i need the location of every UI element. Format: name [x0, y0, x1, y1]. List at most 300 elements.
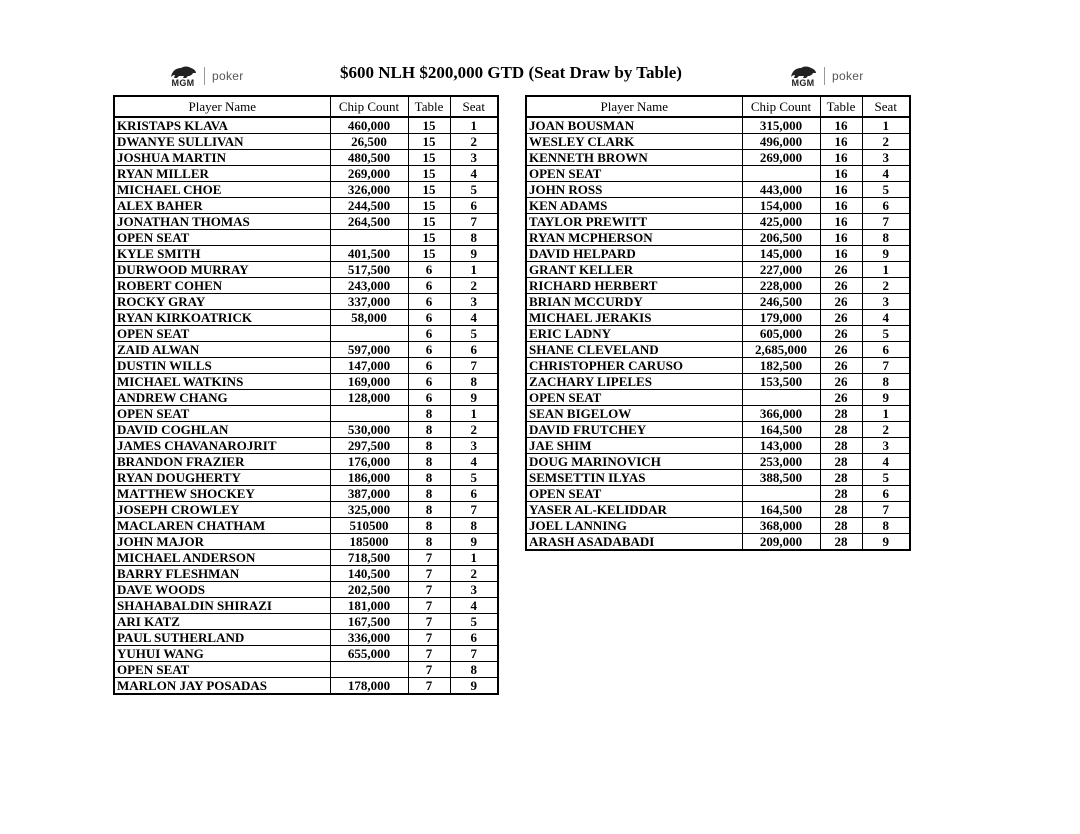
table-number-cell: 26	[820, 294, 862, 310]
seat-number-cell: 6	[450, 342, 498, 358]
seat-number-cell: 6	[862, 198, 910, 214]
header-table: Table	[408, 96, 450, 117]
table-number-cell: 28	[820, 422, 862, 438]
seat-number-cell: 1	[450, 117, 498, 134]
seat-number-cell: 8	[862, 230, 910, 246]
player-name-cell: MICHAEL ANDERSON	[114, 550, 330, 566]
seat-number-cell: 3	[862, 150, 910, 166]
table-row	[114, 470, 498, 486]
chip-count-cell: 496,000	[742, 134, 820, 150]
chip-count-cell: 510500	[330, 518, 408, 534]
seat-number-cell: 1	[862, 117, 910, 134]
player-name-cell: MARLON JAY POSADAS	[114, 678, 330, 695]
chip-count-cell: 2,685,000	[742, 342, 820, 358]
table-row	[114, 438, 498, 454]
player-name-cell: MICHAEL WATKINS	[114, 374, 330, 390]
table-number-cell: 28	[820, 438, 862, 454]
table-row	[114, 342, 498, 358]
player-name-cell: OPEN SEAT	[114, 326, 330, 342]
chip-count-cell: 181,000	[330, 598, 408, 614]
player-name-cell: ROCKY GRAY	[114, 294, 330, 310]
seat-number-cell: 2	[862, 422, 910, 438]
seat-number-cell: 5	[450, 326, 498, 342]
mgm-lion-logo	[166, 65, 200, 88]
seat-number-cell: 6	[862, 486, 910, 502]
table-row	[526, 182, 910, 198]
table-number-cell: 8	[408, 470, 450, 486]
chip-count-cell: 186,000	[330, 470, 408, 486]
table-number-cell: 16	[820, 198, 862, 214]
player-name-cell: KYLE SMITH	[114, 246, 330, 262]
table-number-cell: 26	[820, 310, 862, 326]
seat-number-cell: 5	[862, 182, 910, 198]
table-row	[526, 134, 910, 150]
seat-number-cell: 6	[862, 342, 910, 358]
seat-number-cell: 7	[450, 502, 498, 518]
player-name-cell: JONATHAN THOMAS	[114, 214, 330, 230]
table-row	[114, 486, 498, 502]
chip-count-cell: 176,000	[330, 454, 408, 470]
player-name-cell: DURWOOD MURRAY	[114, 262, 330, 278]
player-name-cell: JAE SHIM	[526, 438, 742, 454]
seat-number-cell: 8	[450, 230, 498, 246]
chip-count-cell: 336,000	[330, 630, 408, 646]
table-row	[526, 390, 910, 406]
player-name-cell: JOHN MAJOR	[114, 534, 330, 550]
chip-count-cell: 58,000	[330, 310, 408, 326]
seat-number-cell: 7	[450, 358, 498, 374]
seat-number-cell: 3	[450, 150, 498, 166]
seat-number-cell: 6	[450, 198, 498, 214]
seat-number-cell: 7	[862, 358, 910, 374]
chip-count-cell: 145,000	[742, 246, 820, 262]
poker-logo-text: poker	[212, 69, 244, 83]
table-row	[526, 294, 910, 310]
player-name-cell: DWANYE SULLIVAN	[114, 134, 330, 150]
poker-logo-text: poker	[832, 69, 864, 83]
chip-count-cell: 530,000	[330, 422, 408, 438]
chip-count-cell: 297,500	[330, 438, 408, 454]
table-row	[114, 454, 498, 470]
seat-number-cell: 3	[862, 294, 910, 310]
seat-number-cell: 2	[862, 134, 910, 150]
table-row	[526, 422, 910, 438]
chip-count-cell: 269,000	[742, 150, 820, 166]
logo-divider	[204, 67, 205, 85]
table-number-cell: 15	[408, 150, 450, 166]
seat-number-cell: 8	[862, 518, 910, 534]
table-row	[114, 294, 498, 310]
seat-number-cell: 4	[450, 166, 498, 182]
table-number-cell: 26	[820, 390, 862, 406]
table-row	[526, 246, 910, 262]
seat-number-cell: 9	[450, 534, 498, 550]
player-name-cell: CHRISTOPHER CARUSO	[526, 358, 742, 374]
chip-count-cell: 243,000	[330, 278, 408, 294]
table-number-cell: 15	[408, 198, 450, 214]
seat-number-cell: 9	[450, 246, 498, 262]
table-number-cell: 6	[408, 342, 450, 358]
seat-number-cell: 4	[862, 310, 910, 326]
header-chip-count: Chip Count	[742, 96, 820, 117]
chip-count-cell: 655,000	[330, 646, 408, 662]
chip-count-cell: 206,500	[742, 230, 820, 246]
player-name-cell: ERIC LADNY	[526, 326, 742, 342]
chip-count-cell: 147,000	[330, 358, 408, 374]
table-row	[526, 518, 910, 534]
table-number-cell: 26	[820, 278, 862, 294]
table-row	[526, 502, 910, 518]
seat-number-cell: 4	[450, 310, 498, 326]
logo-divider	[824, 67, 825, 85]
table-row	[526, 310, 910, 326]
table-number-cell: 26	[820, 326, 862, 342]
chip-count-cell: 140,500	[330, 566, 408, 582]
table-number-cell: 26	[820, 262, 862, 278]
table-row	[114, 117, 498, 134]
chip-count-cell: 228,000	[742, 278, 820, 294]
right-table-body	[526, 117, 910, 550]
chip-count-cell: 164,500	[742, 422, 820, 438]
chip-count-cell: 128,000	[330, 390, 408, 406]
player-name-cell: ANDREW CHANG	[114, 390, 330, 406]
chip-count-cell: 244,500	[330, 198, 408, 214]
player-name-cell: JOAN BOUSMAN	[526, 117, 742, 134]
header-seat: Seat	[450, 96, 498, 117]
chip-count-cell: 185000	[330, 534, 408, 550]
table-row	[114, 198, 498, 214]
table-number-cell: 8	[408, 438, 450, 454]
table-number-cell: 16	[820, 117, 862, 134]
table-number-cell: 28	[820, 406, 862, 422]
table-row	[526, 438, 910, 454]
player-name-cell: RICHARD HERBERT	[526, 278, 742, 294]
header-player-name: Player Name	[114, 96, 330, 117]
header-player-name: Player Name	[526, 96, 742, 117]
chip-count-cell: 167,500	[330, 614, 408, 630]
table-number-cell: 7	[408, 550, 450, 566]
seat-number-cell: 4	[450, 454, 498, 470]
table-row	[114, 422, 498, 438]
table-number-cell: 6	[408, 262, 450, 278]
seat-number-cell: 2	[450, 278, 498, 294]
table-number-cell: 28	[820, 470, 862, 486]
table-number-cell: 28	[820, 502, 862, 518]
chip-count-cell: 178,000	[330, 678, 408, 695]
player-name-cell: MICHAEL JERAKIS	[526, 310, 742, 326]
chip-count-cell: 605,000	[742, 326, 820, 342]
chip-count-cell: 597,000	[330, 342, 408, 358]
table-number-cell: 6	[408, 390, 450, 406]
chip-count-cell: 443,000	[742, 182, 820, 198]
chip-count-cell: 179,000	[742, 310, 820, 326]
table-number-cell: 6	[408, 358, 450, 374]
chip-count-cell: 154,000	[742, 198, 820, 214]
table-number-cell: 6	[408, 326, 450, 342]
table-row	[114, 630, 498, 646]
chip-count-cell	[742, 390, 820, 406]
chip-count-cell	[742, 166, 820, 182]
player-name-cell: JAMES CHAVANAROJRIT	[114, 438, 330, 454]
table-row	[114, 150, 498, 166]
table-number-cell: 15	[408, 182, 450, 198]
header-chip-count: Chip Count	[330, 96, 408, 117]
player-name-cell: JOSHUA MARTIN	[114, 150, 330, 166]
seat-draw-table-left	[113, 95, 499, 695]
player-name-cell: RYAN DOUGHERTY	[114, 470, 330, 486]
table-row	[526, 262, 910, 278]
table-number-cell: 28	[820, 454, 862, 470]
chip-count-cell: 325,000	[330, 502, 408, 518]
table-number-cell: 6	[408, 278, 450, 294]
table-row	[114, 214, 498, 230]
seat-number-cell: 7	[862, 214, 910, 230]
chip-count-cell: 209,000	[742, 534, 820, 551]
player-name-cell: ROBERT COHEN	[114, 278, 330, 294]
player-name-cell: OPEN SEAT	[526, 390, 742, 406]
seat-number-cell: 8	[450, 662, 498, 678]
table-row	[526, 230, 910, 246]
seat-number-cell: 1	[450, 262, 498, 278]
table-number-cell: 6	[408, 374, 450, 390]
mgm-logo-text: MGM	[791, 77, 815, 88]
seat-number-cell: 2	[862, 278, 910, 294]
table-row	[114, 614, 498, 630]
table-number-cell: 16	[820, 230, 862, 246]
player-name-cell: JOSEPH CROWLEY	[114, 502, 330, 518]
table-row	[526, 374, 910, 390]
seat-number-cell: 4	[862, 454, 910, 470]
chip-count-cell	[330, 326, 408, 342]
table-number-cell: 28	[820, 518, 862, 534]
player-name-cell: MACLAREN CHATHAM	[114, 518, 330, 534]
seat-number-cell: 1	[862, 406, 910, 422]
player-name-cell: OPEN SEAT	[526, 166, 742, 182]
table-row	[526, 486, 910, 502]
seat-number-cell: 7	[862, 502, 910, 518]
seat-number-cell: 5	[862, 470, 910, 486]
player-name-cell: BRIAN MCCURDY	[526, 294, 742, 310]
player-name-cell: DAVID FRUTCHEY	[526, 422, 742, 438]
table-row	[114, 582, 498, 598]
chip-count-cell: 480,500	[330, 150, 408, 166]
table-row	[114, 662, 498, 678]
chip-count-cell	[330, 230, 408, 246]
table-row	[114, 358, 498, 374]
table-number-cell: 7	[408, 678, 450, 695]
table-number-cell: 26	[820, 358, 862, 374]
mgm-poker-logo-right	[786, 63, 864, 89]
lion-icon	[788, 65, 818, 79]
player-name-cell: ZAID ALWAN	[114, 342, 330, 358]
table-number-cell: 28	[820, 534, 862, 551]
player-name-cell: SHAHABALDIN SHIRAZI	[114, 598, 330, 614]
header-table: Table	[820, 96, 862, 117]
seat-number-cell: 7	[450, 646, 498, 662]
player-name-cell: ARI KATZ	[114, 614, 330, 630]
chip-count-cell: 153,500	[742, 374, 820, 390]
table-row	[526, 358, 910, 374]
chip-count-cell: 460,000	[330, 117, 408, 134]
chip-count-cell: 388,500	[742, 470, 820, 486]
table-row	[114, 534, 498, 550]
table-number-cell: 6	[408, 294, 450, 310]
table-number-cell: 16	[820, 150, 862, 166]
table-number-cell: 15	[408, 246, 450, 262]
table-row	[526, 278, 910, 294]
seat-number-cell: 5	[450, 470, 498, 486]
table-number-cell: 26	[820, 374, 862, 390]
player-name-cell: BARRY FLESHMAN	[114, 566, 330, 582]
player-name-cell: ZACHARY LIPELES	[526, 374, 742, 390]
player-name-cell: ALEX BAHER	[114, 198, 330, 214]
chip-count-cell: 164,500	[742, 502, 820, 518]
table-row	[114, 502, 498, 518]
seat-number-cell: 9	[862, 534, 910, 551]
table-number-cell: 8	[408, 454, 450, 470]
table-row	[114, 278, 498, 294]
player-name-cell: DAVID HELPARD	[526, 246, 742, 262]
player-name-cell: PAUL SUTHERLAND	[114, 630, 330, 646]
player-name-cell: MATTHEW SHOCKEY	[114, 486, 330, 502]
player-name-cell: BRANDON FRAZIER	[114, 454, 330, 470]
player-name-cell: SHANE CLEVELAND	[526, 342, 742, 358]
mgm-poker-logo-left	[166, 63, 244, 89]
seat-number-cell: 8	[450, 518, 498, 534]
table-row	[114, 310, 498, 326]
player-name-cell: SEAN BIGELOW	[526, 406, 742, 422]
table-row	[114, 678, 498, 695]
table-number-cell: 8	[408, 502, 450, 518]
table-number-cell: 8	[408, 486, 450, 502]
chip-count-cell: 387,000	[330, 486, 408, 502]
table-number-cell: 7	[408, 566, 450, 582]
player-name-cell: DAVE WOODS	[114, 582, 330, 598]
seat-number-cell: 8	[450, 374, 498, 390]
table-number-cell: 15	[408, 166, 450, 182]
table-row	[114, 566, 498, 582]
player-name-cell: OPEN SEAT	[526, 486, 742, 502]
player-name-cell: OPEN SEAT	[114, 406, 330, 422]
seat-number-cell: 3	[450, 582, 498, 598]
player-name-cell: DAVID COGHLAN	[114, 422, 330, 438]
seat-number-cell: 1	[450, 550, 498, 566]
table-header-row	[526, 96, 910, 117]
mgm-lion-logo	[786, 65, 820, 88]
table-number-cell: 15	[408, 117, 450, 134]
chip-count-cell: 26,500	[330, 134, 408, 150]
seat-number-cell: 3	[862, 438, 910, 454]
table-row	[114, 518, 498, 534]
table-row	[526, 166, 910, 182]
seat-number-cell: 1	[450, 406, 498, 422]
table-row	[114, 246, 498, 262]
chip-count-cell: 425,000	[742, 214, 820, 230]
seat-draw-table-right	[525, 95, 911, 551]
chip-count-cell: 337,000	[330, 294, 408, 310]
chip-count-cell	[742, 486, 820, 502]
chip-count-cell: 246,500	[742, 294, 820, 310]
table-row	[114, 550, 498, 566]
table-row	[526, 534, 910, 551]
chip-count-cell: 326,000	[330, 182, 408, 198]
table-number-cell: 16	[820, 246, 862, 262]
table-number-cell: 26	[820, 342, 862, 358]
table-number-cell: 16	[820, 134, 862, 150]
chip-count-cell: 169,000	[330, 374, 408, 390]
chip-count-cell	[330, 406, 408, 422]
table-number-cell: 16	[820, 166, 862, 182]
chip-count-cell: 401,500	[330, 246, 408, 262]
table-number-cell: 8	[408, 422, 450, 438]
seat-number-cell: 2	[450, 134, 498, 150]
table-row	[526, 150, 910, 166]
table-row	[114, 182, 498, 198]
seat-number-cell: 5	[450, 614, 498, 630]
player-name-cell: KEN ADAMS	[526, 198, 742, 214]
player-name-cell: DOUG MARINOVICH	[526, 454, 742, 470]
player-name-cell: YUHUI WANG	[114, 646, 330, 662]
chip-count-cell: 202,500	[330, 582, 408, 598]
table-row	[114, 390, 498, 406]
chip-count-cell: 227,000	[742, 262, 820, 278]
table-row	[114, 262, 498, 278]
player-name-cell: SEMSETTIN ILYAS	[526, 470, 742, 486]
mgm-logo-text: MGM	[171, 77, 195, 88]
lion-icon	[168, 65, 198, 79]
player-name-cell: OPEN SEAT	[114, 230, 330, 246]
table-number-cell: 8	[408, 534, 450, 550]
seat-number-cell: 8	[862, 374, 910, 390]
chip-count-cell: 368,000	[742, 518, 820, 534]
chip-count-cell: 253,000	[742, 454, 820, 470]
player-name-cell: TAYLOR PREWITT	[526, 214, 742, 230]
seat-number-cell: 3	[450, 294, 498, 310]
table-number-cell: 7	[408, 630, 450, 646]
header-seat: Seat	[862, 96, 910, 117]
chip-count-cell: 269,000	[330, 166, 408, 182]
chip-count-cell: 517,500	[330, 262, 408, 278]
table-row	[526, 454, 910, 470]
table-row	[114, 230, 498, 246]
table-number-cell: 16	[820, 182, 862, 198]
chip-count-cell: 315,000	[742, 117, 820, 134]
table-number-cell: 15	[408, 134, 450, 150]
seat-number-cell: 6	[450, 630, 498, 646]
table-row	[114, 326, 498, 342]
table-row	[526, 326, 910, 342]
player-name-cell: JOHN ROSS	[526, 182, 742, 198]
table-number-cell: 15	[408, 214, 450, 230]
player-name-cell: WESLEY CLARK	[526, 134, 742, 150]
chip-count-cell: 143,000	[742, 438, 820, 454]
table-row	[526, 214, 910, 230]
table-row	[114, 166, 498, 182]
table-number-cell: 28	[820, 486, 862, 502]
seat-number-cell: 6	[450, 486, 498, 502]
table-row	[526, 198, 910, 214]
seat-number-cell: 9	[450, 678, 498, 695]
seat-number-cell: 1	[862, 262, 910, 278]
player-name-cell: JOEL LANNING	[526, 518, 742, 534]
table-number-cell: 8	[408, 406, 450, 422]
seat-number-cell: 9	[862, 390, 910, 406]
seat-number-cell: 4	[862, 166, 910, 182]
table-row	[526, 470, 910, 486]
left-table-body	[114, 117, 498, 694]
table-row	[526, 342, 910, 358]
seat-number-cell: 3	[450, 438, 498, 454]
